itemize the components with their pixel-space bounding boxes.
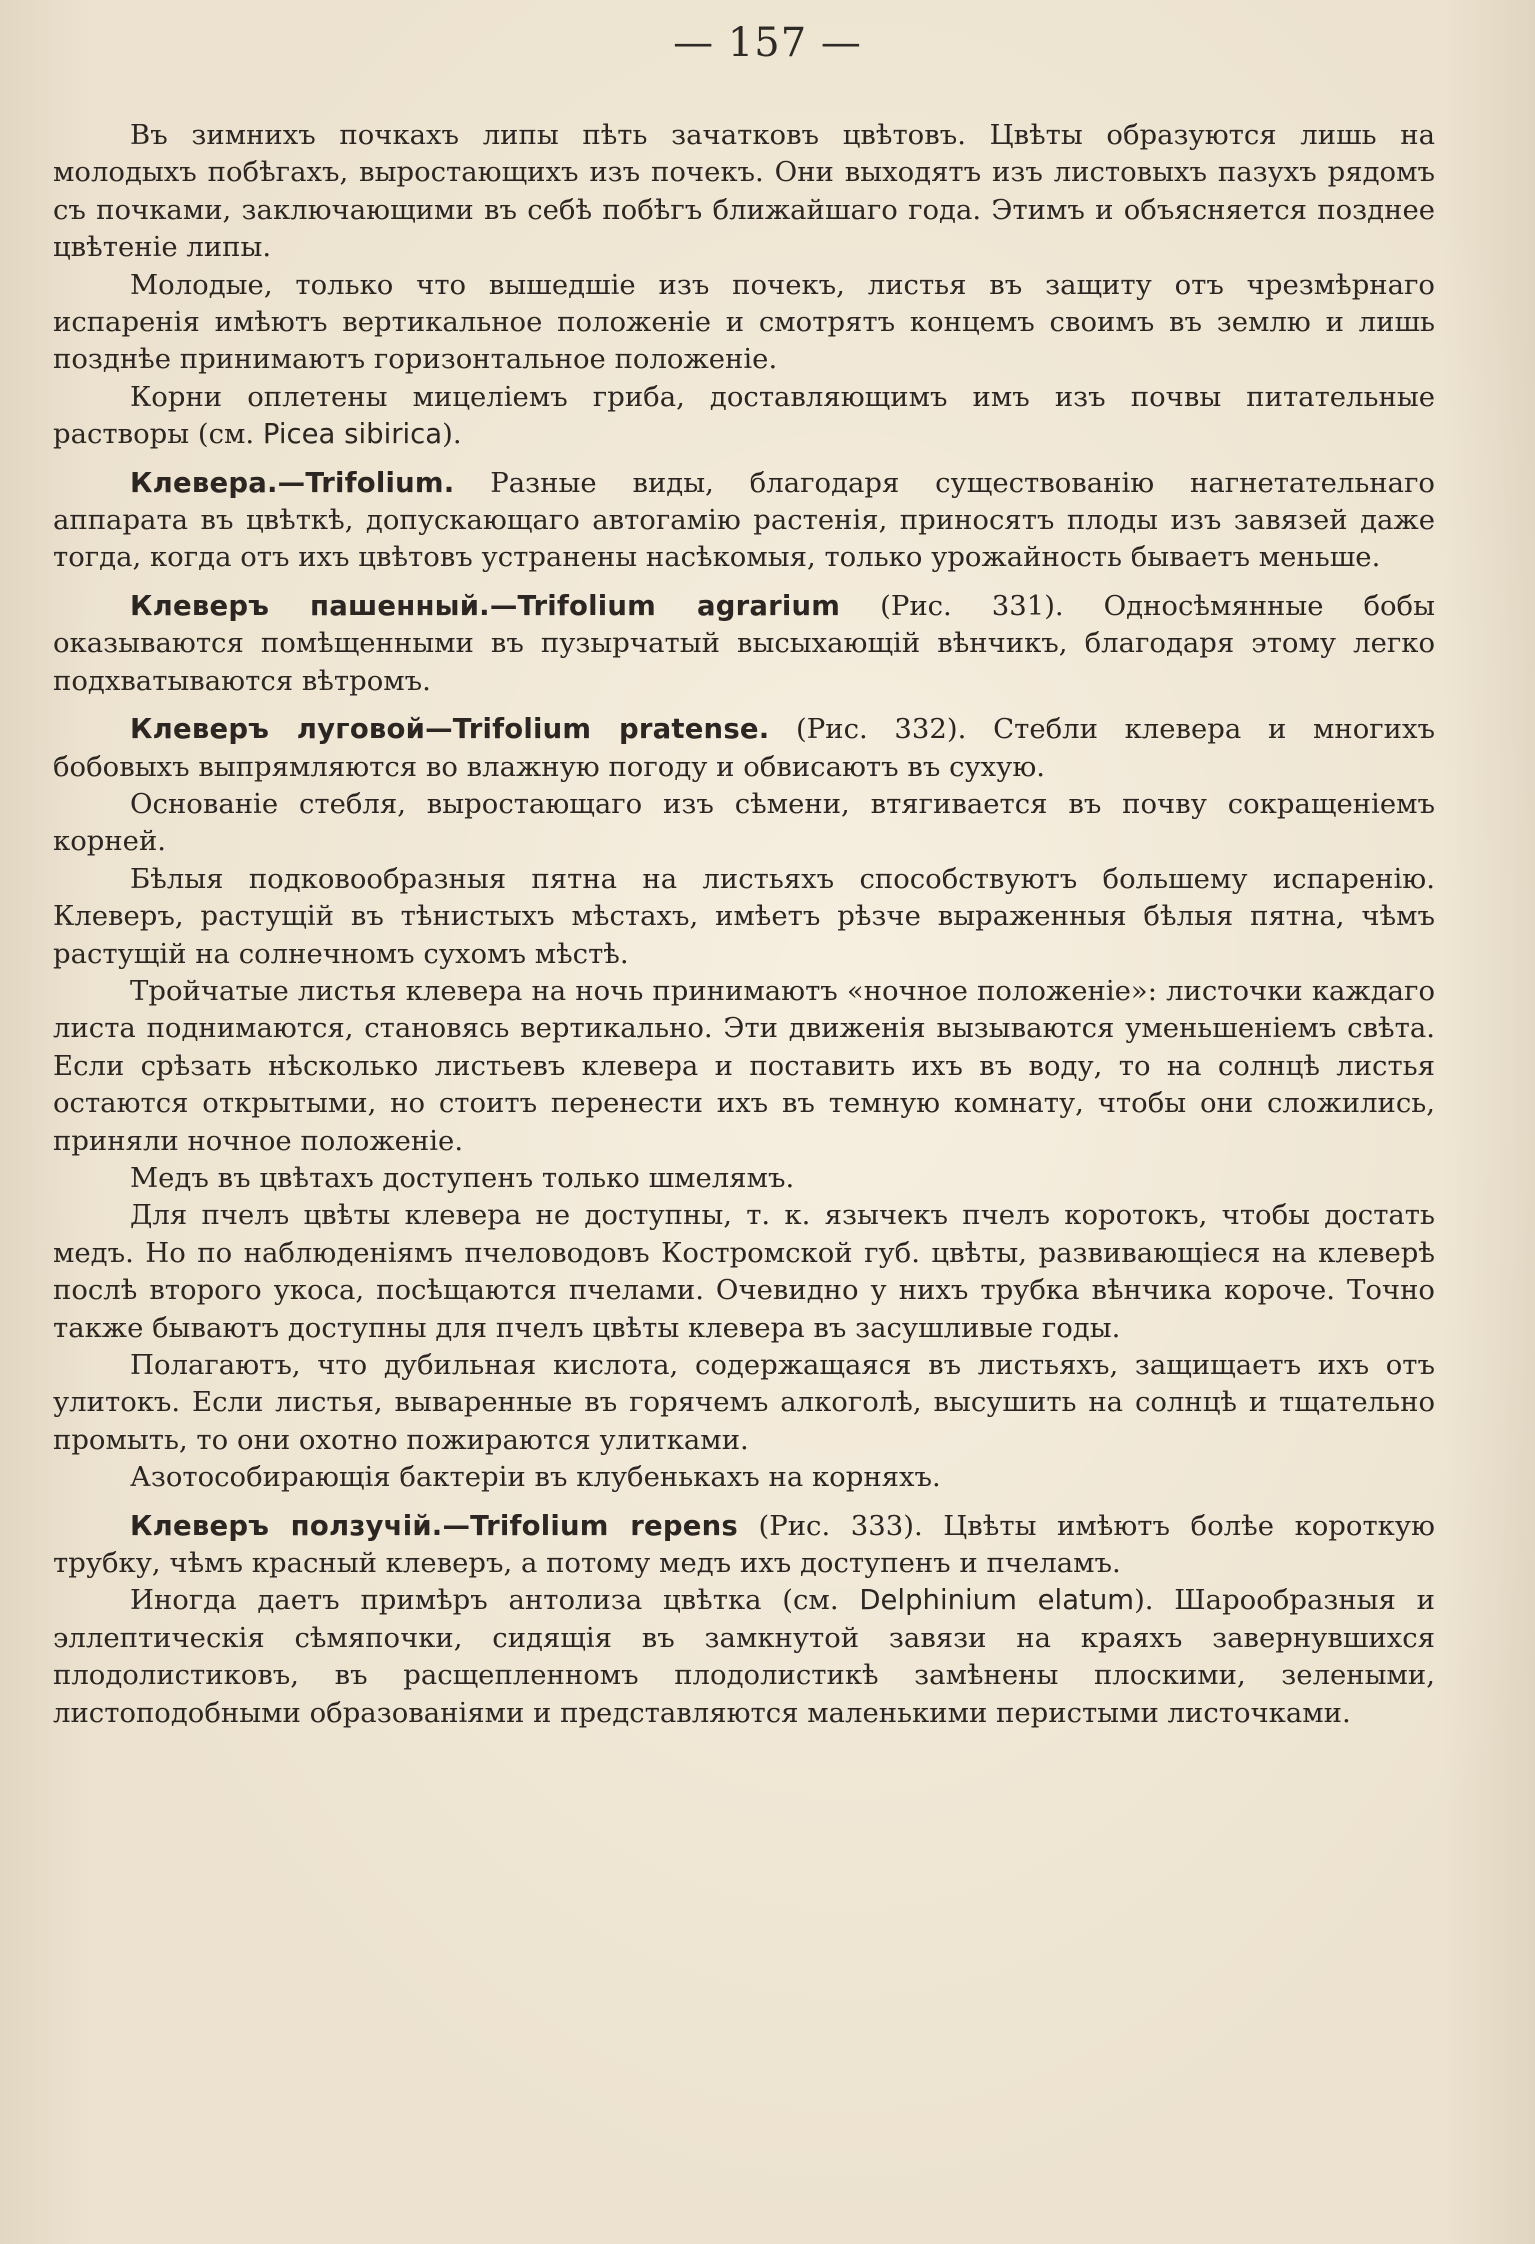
- paragraph-text: Для пчелъ цвѣты клевера не доступны, т. к. язычекъ пчелъ коротокъ, чтобы достать медъ. Но по наблюденіямъ пчеловодовъ Костромской губ. цвѣты, развивающіеся на клеверѣ послѣ второго укоса, посѣщаются пчелами. Очевидно у нихъ трубка вѣнчика короче. Точно также бываютъ доступны для пчелъ цвѣты клевера въ засушливые годы.: [53, 1199, 1435, 1344]
- body-text: [53, 117, 1435, 1732]
- paragraph-text: Медъ въ цвѣтахъ доступенъ только шмелямъ.: [130, 1161, 795, 1194]
- paragraph-stem-base: [53, 786, 1435, 861]
- paragraph-tannic-acid: [53, 1347, 1435, 1459]
- paragraph-white-spots: [53, 861, 1435, 973]
- paragraph-trifolium-pratense: [53, 711, 1435, 786]
- latin-reference: Picea sibirica: [262, 418, 443, 451]
- paragraph-text: ). Шарообразныя и эллептическія сѣмяпочки, сидящія въ замкнутой завязи на краяхъ завернувшихся плодолистиковъ, въ расщепленномъ плодолистикѣ замѣнены плоскими, зелеными, листоподобными образованіями и представляются маленькими перистыми листочками.: [53, 1584, 1435, 1729]
- paragraph-bees: [53, 1197, 1435, 1347]
- paragraph-text: Бѣлыя подковообразныя пятна на листьяхъ способствуютъ большему испаренію. Клеверъ, растущій въ тѣнистыхъ мѣстахъ, имѣетъ рѣзче выраженныя бѣлыя пятна, чѣмъ растущій на солнечномъ сухомъ мѣстѣ.: [53, 862, 1435, 970]
- paragraph-text: Тройчатые листья клевера на ночь принимаютъ «ночное положеніе»: листочки каждаго листа поднимаются, становясь вертикально. Эти движенія вызываются уменьшеніемъ свѣта. Если срѣзать нѣсколько листьевъ клевера и поставить ихъ въ воду, то на солнцѣ листья остаются открытыми, но стоитъ перенести ихъ въ темную комнату, чтобы они сложились, приняли ночное положеніе.: [53, 974, 1435, 1157]
- paragraph-text: Разные виды, благодаря существованію нагнетательнаго аппарата въ цвѣткѣ, допускающаго автогамію растенія, приносятъ плоды изъ завязей даже тогда, когда отъ ихъ цвѣтовъ устранены насѣкомыя, только урожайность бываетъ меньше.: [53, 466, 1435, 574]
- paragraph-roots-mycelium: [53, 379, 1435, 454]
- paragraph-trifolium: [53, 465, 1435, 577]
- paragraph-text: Азотособирающія бактеріи въ клубенькахъ на корняхъ.: [130, 1461, 941, 1494]
- paragraph-night-position: [53, 973, 1435, 1160]
- paragraph-antholysis: [53, 1582, 1435, 1732]
- paragraph-text: (Рис. 333). Цвѣты имѣютъ болѣе короткую трубку, чѣмъ красный клеверъ, а потому медъ ихъ доступенъ и пчеламъ.: [53, 1509, 1435, 1580]
- paragraph-trifolium-repens: [53, 1508, 1435, 1583]
- paragraph-text: ).: [442, 418, 462, 451]
- section-heading: Клевера.—Trifolium.: [130, 466, 455, 499]
- paragraph-bumblebees: [53, 1160, 1435, 1197]
- section-heading: Клеверъ луговой—Trifolium pratense.: [130, 713, 770, 746]
- section-heading: Клеверъ пашенный.—Trifolium agrarium: [130, 589, 841, 622]
- paragraph-text: Молодые, только что вышедшіе изъ почекъ, листья въ защиту отъ чрезмѣрнаго испаренія имѣютъ вертикальное положеніе и смотрятъ концемъ своимъ въ землю и лишь позднѣе принимаютъ горизонтальное положеніе.: [53, 268, 1435, 376]
- paragraph-bacteria: [53, 1459, 1435, 1496]
- paragraph-text: (Рис. 332). Стебли клевера и многихъ бобовыхъ выпрямляются во влажную погоду и обвисаютъ въ сухую.: [53, 713, 1435, 783]
- paragraph-linden-buds: [53, 117, 1435, 267]
- paragraph-text: Полагаютъ, что дубильная кислота, содержащаяся въ листьяхъ, защищаетъ ихъ отъ улитокъ. Если листья, вываренные въ горячемъ алкоголѣ, высушить на солнцѣ и тщательно промыть, то они охотно пожираются улитками.: [53, 1349, 1435, 1456]
- page-number: — 157 —: [673, 20, 862, 66]
- paragraph-text: Въ зимнихъ почкахъ липы пѣть зачатковъ цвѣтовъ. Цвѣты образуются лишь на молодыхъ побѣгахъ, выростающихъ изъ почекъ. Они выходятъ изъ листовыхъ пазухъ рядомъ съ почками, заключающими въ себѣ побѣгъ ближайшаго года. Этимъ и объясняется позднее цвѣтеніе липы.: [53, 119, 1435, 264]
- paragraph-text: Иногда даетъ примѣръ антолиза цвѣтка (см.: [130, 1584, 860, 1617]
- section-heading: Клеверъ ползучій.—Trifolium repens: [130, 1509, 738, 1542]
- paragraph-young-leaves: [53, 267, 1435, 379]
- paragraph-text: Корни оплетены мицеліемъ гриба, доставляющимъ имъ изъ почвы питательные растворы (см.: [53, 380, 1435, 451]
- paragraph-text: Основаніе стебля, выростающаго изъ сѣмени, втягивается въ почву сокращеніемъ корней.: [53, 787, 1435, 858]
- latin-reference: Delphinium elatum: [859, 1584, 1135, 1617]
- paragraph-text: (Рис. 331). Односѣмянные бобы оказываются помѣщенными въ пузырчатый высыхающій вѣнчикъ, благодаря этому легко подхватываются вѣтромъ.: [53, 589, 1435, 697]
- paragraph-trifolium-agrarium: [53, 588, 1435, 700]
